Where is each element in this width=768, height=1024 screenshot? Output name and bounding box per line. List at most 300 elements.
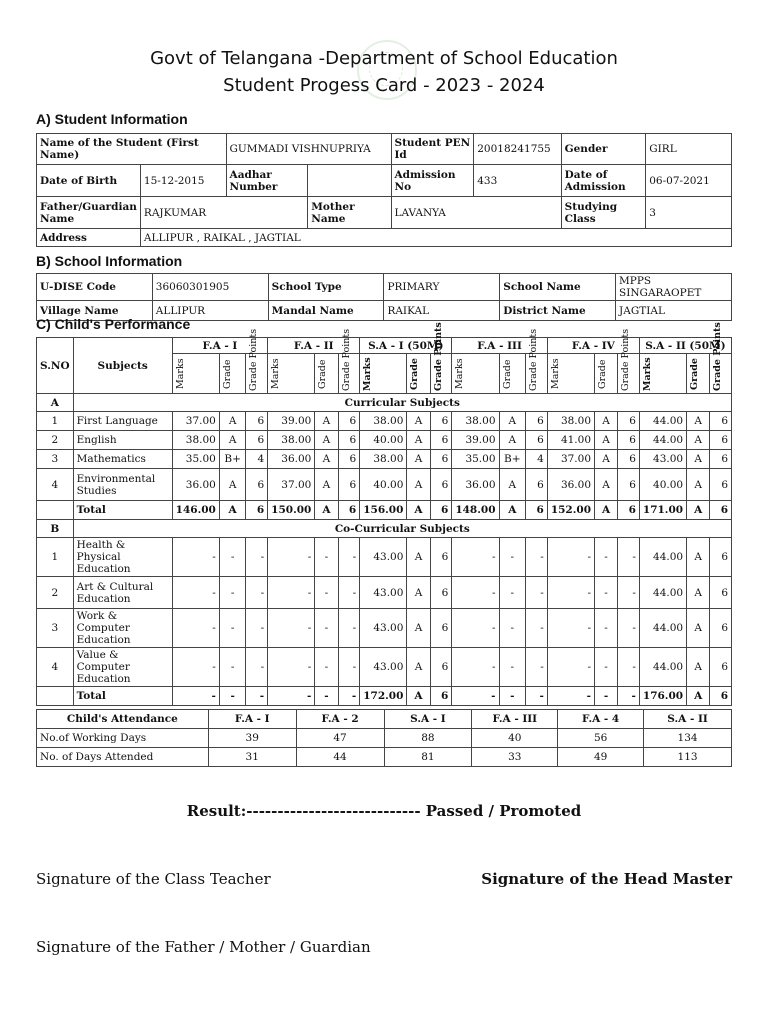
grade-cell: A bbox=[499, 412, 526, 431]
grade-cell: A bbox=[219, 501, 246, 520]
subject-row bbox=[37, 609, 732, 648]
grade-cell: - bbox=[315, 538, 338, 577]
subcol-label: Marks bbox=[641, 356, 653, 391]
grade-points-cell: 4 bbox=[246, 450, 268, 469]
grade-cell: A bbox=[595, 501, 618, 520]
subcol-label: Grade bbox=[221, 358, 233, 389]
grade-points-cell: - bbox=[526, 577, 548, 609]
grade-points-cell: - bbox=[246, 577, 268, 609]
row-sno: 2 bbox=[37, 431, 74, 450]
days-attended-value: 31 bbox=[208, 748, 296, 767]
subject-name: First Language bbox=[73, 412, 172, 431]
grade-points-cell: 6 bbox=[618, 501, 640, 520]
marks-cell: 36.00 bbox=[452, 469, 499, 501]
subcol-header bbox=[452, 354, 499, 394]
attendance-table bbox=[36, 709, 732, 767]
grade-cell: - bbox=[219, 609, 246, 648]
subcol-header bbox=[246, 328, 268, 394]
grade-cell: - bbox=[315, 687, 338, 706]
marks-cell: 37.00 bbox=[547, 450, 594, 469]
marks-cell: - bbox=[452, 609, 499, 648]
grade-points-cell: 6 bbox=[710, 412, 732, 431]
subcol-label: Grade Points bbox=[620, 328, 632, 391]
attendance-col: F.A - I bbox=[208, 710, 296, 729]
grade-points-cell: 6 bbox=[710, 431, 732, 450]
grade-cell: A bbox=[315, 412, 338, 431]
school-info-heading: B) School Information bbox=[36, 253, 183, 269]
grade-points-cell: 6 bbox=[430, 412, 452, 431]
marks-cell: 38.00 bbox=[360, 450, 407, 469]
subcol-label: Marks bbox=[270, 358, 282, 389]
marks-cell: 40.00 bbox=[639, 469, 686, 501]
grade-cell: A bbox=[315, 469, 338, 501]
grade-cell: - bbox=[595, 577, 618, 609]
grade-points-cell: 6 bbox=[526, 501, 548, 520]
row-sno: 3 bbox=[37, 450, 74, 469]
subcol-header bbox=[499, 354, 526, 394]
marks-cell: - bbox=[268, 577, 315, 609]
subject-name: Mathematics bbox=[73, 450, 172, 469]
marks-cell: 36.00 bbox=[172, 469, 219, 501]
result-line: Result:---------------------------- Passed / Promoted bbox=[186, 802, 582, 820]
days-attended-value: 113 bbox=[644, 748, 732, 767]
working-days-value: 39 bbox=[208, 729, 296, 748]
grade-points-cell: - bbox=[246, 609, 268, 648]
subject-name: Value & Computer Education bbox=[73, 648, 172, 687]
group-title: Curricular Subjects bbox=[73, 394, 731, 412]
student-info-heading: A) Student Information bbox=[36, 111, 188, 127]
row-sno: 1 bbox=[37, 412, 74, 431]
marks-cell: 171.00 bbox=[639, 501, 686, 520]
head-master-signature: Signature of the Head Master bbox=[481, 870, 732, 888]
marks-cell: 40.00 bbox=[360, 469, 407, 501]
subcol-label: Grade Points bbox=[432, 321, 444, 391]
days-attended-value: 44 bbox=[296, 748, 384, 767]
grade-points-cell: 6 bbox=[710, 450, 732, 469]
grade-points-cell: - bbox=[526, 648, 548, 687]
grade-cell: A bbox=[687, 577, 710, 609]
exam-header: F.A - II bbox=[268, 338, 360, 354]
grade-points-cell: 6 bbox=[430, 450, 452, 469]
grade-cell: - bbox=[595, 538, 618, 577]
grade-cell: A bbox=[315, 450, 338, 469]
grade-cell: A bbox=[407, 687, 430, 706]
marks-cell: 146.00 bbox=[172, 501, 219, 520]
grade-points-cell: 6 bbox=[430, 648, 452, 687]
grade-cell: - bbox=[595, 648, 618, 687]
working-days-value: 134 bbox=[644, 729, 732, 748]
working-days-value: 40 bbox=[472, 729, 558, 748]
grade-points-cell: 6 bbox=[526, 469, 548, 501]
grade-points-cell: 6 bbox=[526, 431, 548, 450]
grade-cell: A bbox=[687, 609, 710, 648]
marks-cell: - bbox=[172, 609, 219, 648]
subject-name: English bbox=[73, 431, 172, 450]
subcol-label: Marks bbox=[362, 356, 374, 391]
marks-cell: 152.00 bbox=[547, 501, 594, 520]
grade-points-cell: 6 bbox=[246, 412, 268, 431]
attendance-col: S.A - I bbox=[384, 710, 472, 729]
subcol-header bbox=[172, 354, 219, 394]
grade-points-cell: 6 bbox=[430, 609, 452, 648]
days-attended-value: 33 bbox=[472, 748, 558, 767]
marks-cell: 148.00 bbox=[452, 501, 499, 520]
grade-cell: A bbox=[595, 412, 618, 431]
grade-cell: - bbox=[315, 648, 338, 687]
attendance-title: Child's Attendance bbox=[37, 710, 209, 729]
marks-cell: 36.00 bbox=[547, 469, 594, 501]
marks-cell: 35.00 bbox=[172, 450, 219, 469]
address-value: ALLIPUR , RAIKAL , JAGTIAL bbox=[140, 229, 731, 247]
subcol-label: Grade Points bbox=[528, 328, 540, 391]
school-name-value: MPPS SINGARAOPET bbox=[616, 274, 732, 301]
working-days-label: No.of Working Days bbox=[37, 729, 209, 748]
grade-points-cell: 6 bbox=[246, 501, 268, 520]
marks-cell: 43.00 bbox=[360, 577, 407, 609]
grade-points-cell: - bbox=[246, 538, 268, 577]
grade-cell: A bbox=[687, 538, 710, 577]
pen-value: 20018241755 bbox=[474, 134, 561, 165]
aadhar-label: Aadhar Number bbox=[226, 165, 308, 197]
grade-points-cell: - bbox=[338, 648, 360, 687]
grade-points-cell: - bbox=[526, 687, 548, 706]
grade-points-cell: - bbox=[246, 687, 268, 706]
marks-cell: 44.00 bbox=[639, 609, 686, 648]
marks-cell: 44.00 bbox=[639, 412, 686, 431]
class-value: 3 bbox=[646, 197, 732, 229]
grade-cell: A bbox=[219, 431, 246, 450]
grade-points-cell: 6 bbox=[430, 538, 452, 577]
grade-points-cell: - bbox=[338, 687, 360, 706]
subcol-header bbox=[315, 354, 338, 394]
exam-header: S.A - I (50M) bbox=[360, 338, 452, 354]
marks-cell: 44.00 bbox=[639, 577, 686, 609]
marks-cell: 37.00 bbox=[268, 469, 315, 501]
marks-cell: - bbox=[452, 577, 499, 609]
grade-cell: A bbox=[407, 648, 430, 687]
marks-cell: 44.00 bbox=[639, 538, 686, 577]
grade-cell: A bbox=[315, 431, 338, 450]
name-label: Name of the Student (First Name) bbox=[37, 134, 227, 165]
grade-cell: A bbox=[407, 431, 430, 450]
grade-points-cell: 6 bbox=[710, 577, 732, 609]
grade-cell: A bbox=[687, 469, 710, 501]
grade-points-cell: 6 bbox=[246, 469, 268, 501]
subject-row bbox=[37, 431, 732, 450]
subcol-label: Grade Points bbox=[712, 321, 724, 391]
grade-points-cell: 6 bbox=[430, 431, 452, 450]
grade-cell: B+ bbox=[499, 450, 526, 469]
class-label: Studying Class bbox=[561, 197, 646, 229]
subcol-header bbox=[338, 328, 360, 394]
grade-points-cell: 6 bbox=[526, 412, 548, 431]
curricular-group-row bbox=[37, 394, 732, 412]
subcol-label: Grade bbox=[409, 357, 421, 390]
grade-points-cell: 6 bbox=[430, 687, 452, 706]
district-value: JAGTIAL bbox=[616, 301, 732, 321]
grade-cell: A bbox=[407, 501, 430, 520]
department-title: Govt of Telangana -Department of School Education bbox=[150, 48, 618, 69]
days-attended-label: No. of Days Attended bbox=[37, 748, 209, 767]
marks-cell: 37.00 bbox=[172, 412, 219, 431]
subcol-header bbox=[268, 354, 315, 394]
grade-points-cell: 6 bbox=[338, 450, 360, 469]
grade-points-cell: - bbox=[526, 538, 548, 577]
grade-cell: - bbox=[219, 577, 246, 609]
school-info-table bbox=[36, 273, 732, 321]
grade-cell: - bbox=[219, 648, 246, 687]
marks-cell: - bbox=[547, 538, 594, 577]
dob-value: 15-12-2015 bbox=[140, 165, 226, 197]
grade-points-cell: - bbox=[618, 648, 640, 687]
marks-cell: - bbox=[547, 577, 594, 609]
subject-row bbox=[37, 412, 732, 431]
marks-cell: - bbox=[172, 687, 219, 706]
subject-row bbox=[37, 577, 732, 609]
row-sno: 3 bbox=[37, 609, 74, 648]
marks-cell: 38.00 bbox=[268, 431, 315, 450]
working-days-value: 88 bbox=[384, 729, 472, 748]
subcol-header bbox=[547, 354, 594, 394]
marks-cell: - bbox=[547, 609, 594, 648]
marks-cell: 39.00 bbox=[452, 431, 499, 450]
grade-cell: A bbox=[407, 450, 430, 469]
grade-points-cell: - bbox=[338, 609, 360, 648]
address-label: Address bbox=[37, 229, 141, 247]
aadhar-value bbox=[308, 165, 391, 197]
days-attended-value: 49 bbox=[558, 748, 644, 767]
mandal-label: Mandal Name bbox=[268, 301, 384, 321]
grade-cell: A bbox=[407, 538, 430, 577]
subject-name: Environmental Studies bbox=[73, 469, 172, 501]
row-sno: 4 bbox=[37, 469, 74, 501]
grade-points-cell: - bbox=[246, 648, 268, 687]
student-name: GUMMADI VISHNUPRIYA bbox=[226, 134, 391, 165]
subcol-header bbox=[407, 354, 430, 394]
co-curricular-group-row bbox=[37, 520, 732, 538]
marks-cell: 172.00 bbox=[360, 687, 407, 706]
parent-signature: Signature of the Father / Mother / Guardian bbox=[36, 938, 371, 956]
grade-cell: - bbox=[595, 687, 618, 706]
total-label: Total bbox=[73, 687, 172, 706]
subcol-header bbox=[526, 328, 548, 394]
grade-cell: - bbox=[219, 538, 246, 577]
udise-label: U-DISE Code bbox=[37, 274, 153, 301]
grade-cell: A bbox=[595, 450, 618, 469]
grade-cell: A bbox=[687, 450, 710, 469]
mother-label: Mother Name bbox=[308, 197, 391, 229]
father-label: Father/Guardian Name bbox=[37, 197, 141, 229]
admission-no-label: Admission No bbox=[391, 165, 474, 197]
marks-cell: 156.00 bbox=[360, 501, 407, 520]
subcol-label: Marks bbox=[549, 358, 561, 389]
subcol-header bbox=[360, 354, 407, 394]
subject-row bbox=[37, 450, 732, 469]
father-value: RAJKUMAR bbox=[140, 197, 307, 229]
attendance-col: S.A - II bbox=[644, 710, 732, 729]
grade-points-cell: 6 bbox=[338, 469, 360, 501]
total-row bbox=[37, 687, 732, 706]
grade-points-cell: 6 bbox=[338, 501, 360, 520]
grade-cell: A bbox=[407, 577, 430, 609]
grade-cell: A bbox=[687, 501, 710, 520]
marks-cell: 38.00 bbox=[360, 412, 407, 431]
grade-cell: A bbox=[407, 609, 430, 648]
school-type-value: PRIMARY bbox=[384, 274, 500, 301]
exam-header: F.A - I bbox=[172, 338, 268, 354]
grade-cell: A bbox=[687, 687, 710, 706]
school-type-label: School Type bbox=[268, 274, 384, 301]
marks-cell: 43.00 bbox=[360, 538, 407, 577]
subcol-header bbox=[710, 321, 732, 394]
group-title: Co-Curricular Subjects bbox=[73, 520, 731, 538]
marks-cell: - bbox=[268, 538, 315, 577]
grade-cell: A bbox=[219, 412, 246, 431]
subject-name: Health & Physical Education bbox=[73, 538, 172, 577]
grade-cell: A bbox=[499, 431, 526, 450]
grade-cell: - bbox=[315, 577, 338, 609]
school-name-label: School Name bbox=[500, 274, 616, 301]
grade-points-cell: - bbox=[338, 577, 360, 609]
grade-points-cell: 6 bbox=[710, 648, 732, 687]
marks-cell: 43.00 bbox=[639, 450, 686, 469]
grade-points-cell: 6 bbox=[246, 431, 268, 450]
grade-cell: B+ bbox=[219, 450, 246, 469]
exam-header: F.A - IV bbox=[547, 338, 639, 354]
grade-cell: A bbox=[595, 469, 618, 501]
grade-points-cell: 6 bbox=[338, 431, 360, 450]
grade-points-cell: 4 bbox=[526, 450, 548, 469]
subcol-label: Grade Points bbox=[248, 328, 260, 391]
marks-cell: - bbox=[172, 577, 219, 609]
grade-cell: A bbox=[499, 501, 526, 520]
marks-cell: - bbox=[172, 648, 219, 687]
subcol-label: Marks bbox=[454, 358, 466, 389]
row-sno: 4 bbox=[37, 648, 74, 687]
grade-cell: - bbox=[499, 648, 526, 687]
grade-cell: A bbox=[687, 648, 710, 687]
student-info-table bbox=[36, 133, 732, 247]
grade-cell: A bbox=[407, 469, 430, 501]
card-title: Student Progess Card - 2023 - 2024 bbox=[223, 75, 545, 96]
subject-row bbox=[37, 538, 732, 577]
subcol-header bbox=[639, 354, 686, 394]
grade-cell: - bbox=[499, 577, 526, 609]
subject-name: Art & Cultural Education bbox=[73, 577, 172, 609]
subcol-label: Grade bbox=[689, 357, 701, 390]
admission-date-label: Date of Admission bbox=[561, 165, 646, 197]
exam-header: S.A - II (50M) bbox=[639, 338, 731, 354]
grade-points-cell: 6 bbox=[710, 609, 732, 648]
udise-value: 36060301905 bbox=[152, 274, 268, 301]
marks-cell: 40.00 bbox=[360, 431, 407, 450]
marks-cell: 38.00 bbox=[547, 412, 594, 431]
attendance-col: F.A - 4 bbox=[558, 710, 644, 729]
marks-cell: - bbox=[268, 648, 315, 687]
admission-date-value: 06-07-2021 bbox=[646, 165, 732, 197]
gender-value: GIRL bbox=[646, 134, 732, 165]
mother-value: LAVANYA bbox=[391, 197, 561, 229]
marks-cell: - bbox=[547, 687, 594, 706]
marks-cell: 43.00 bbox=[360, 648, 407, 687]
admission-no-value: 433 bbox=[474, 165, 561, 197]
marks-cell: - bbox=[452, 687, 499, 706]
group-id: B bbox=[37, 520, 74, 538]
grade-points-cell: - bbox=[618, 609, 640, 648]
total-label: Total bbox=[73, 501, 172, 520]
grade-points-cell: 6 bbox=[430, 577, 452, 609]
grade-cell: A bbox=[499, 469, 526, 501]
total-row bbox=[37, 501, 732, 520]
grade-cell: - bbox=[219, 687, 246, 706]
grade-points-cell: 6 bbox=[430, 501, 452, 520]
grade-cell: A bbox=[407, 412, 430, 431]
marks-cell: 41.00 bbox=[547, 431, 594, 450]
pen-label: Student PEN Id bbox=[391, 134, 474, 165]
subcol-header bbox=[618, 328, 640, 394]
grade-points-cell: - bbox=[618, 687, 640, 706]
subcol-header bbox=[595, 354, 618, 394]
marks-cell: 44.00 bbox=[639, 431, 686, 450]
grade-cell: A bbox=[315, 501, 338, 520]
grade-points-cell: - bbox=[338, 538, 360, 577]
subcol-header bbox=[219, 354, 246, 394]
days-attended-value: 81 bbox=[384, 748, 472, 767]
village-value: ALLIPUR bbox=[152, 301, 268, 321]
marks-cell: - bbox=[268, 687, 315, 706]
district-label: District Name bbox=[500, 301, 616, 321]
marks-cell: - bbox=[268, 609, 315, 648]
subcol-label: Grade Points bbox=[340, 328, 352, 391]
marks-cell: 43.00 bbox=[360, 609, 407, 648]
marks-cell: - bbox=[172, 538, 219, 577]
exam-header: F.A - III bbox=[452, 338, 548, 354]
subcol-header bbox=[430, 321, 452, 394]
grade-points-cell: 6 bbox=[710, 687, 732, 706]
grade-points-cell: - bbox=[526, 609, 548, 648]
grade-points-cell: 6 bbox=[338, 412, 360, 431]
subject-row bbox=[37, 469, 732, 501]
subcol-label: Grade bbox=[501, 358, 513, 389]
grade-cell: A bbox=[595, 431, 618, 450]
grade-points-cell: - bbox=[618, 538, 640, 577]
grade-cell: - bbox=[499, 687, 526, 706]
grade-points-cell: 6 bbox=[618, 469, 640, 501]
performance-heading: C) Child's Performance bbox=[36, 316, 191, 332]
grade-points-cell: 6 bbox=[710, 501, 732, 520]
row-sno: 1 bbox=[37, 538, 74, 577]
grade-points-cell: 6 bbox=[710, 538, 732, 577]
grade-points-cell: - bbox=[618, 577, 640, 609]
grade-cell: - bbox=[499, 609, 526, 648]
attendance-col: F.A - 2 bbox=[296, 710, 384, 729]
row-sno: 2 bbox=[37, 577, 74, 609]
subcol-label: Grade bbox=[317, 358, 329, 389]
marks-cell: - bbox=[547, 648, 594, 687]
marks-cell: 39.00 bbox=[268, 412, 315, 431]
row-sno bbox=[37, 687, 74, 706]
grade-cell: - bbox=[499, 538, 526, 577]
subcol-label: Grade bbox=[597, 358, 608, 389]
marks-cell: 150.00 bbox=[268, 501, 315, 520]
grade-cell: - bbox=[315, 609, 338, 648]
marks-cell: 44.00 bbox=[639, 648, 686, 687]
grade-cell: A bbox=[219, 469, 246, 501]
village-label: Village Name bbox=[37, 301, 153, 321]
marks-cell: 35.00 bbox=[452, 450, 499, 469]
subcol-label: Marks bbox=[174, 358, 186, 389]
grade-points-cell: 6 bbox=[618, 450, 640, 469]
